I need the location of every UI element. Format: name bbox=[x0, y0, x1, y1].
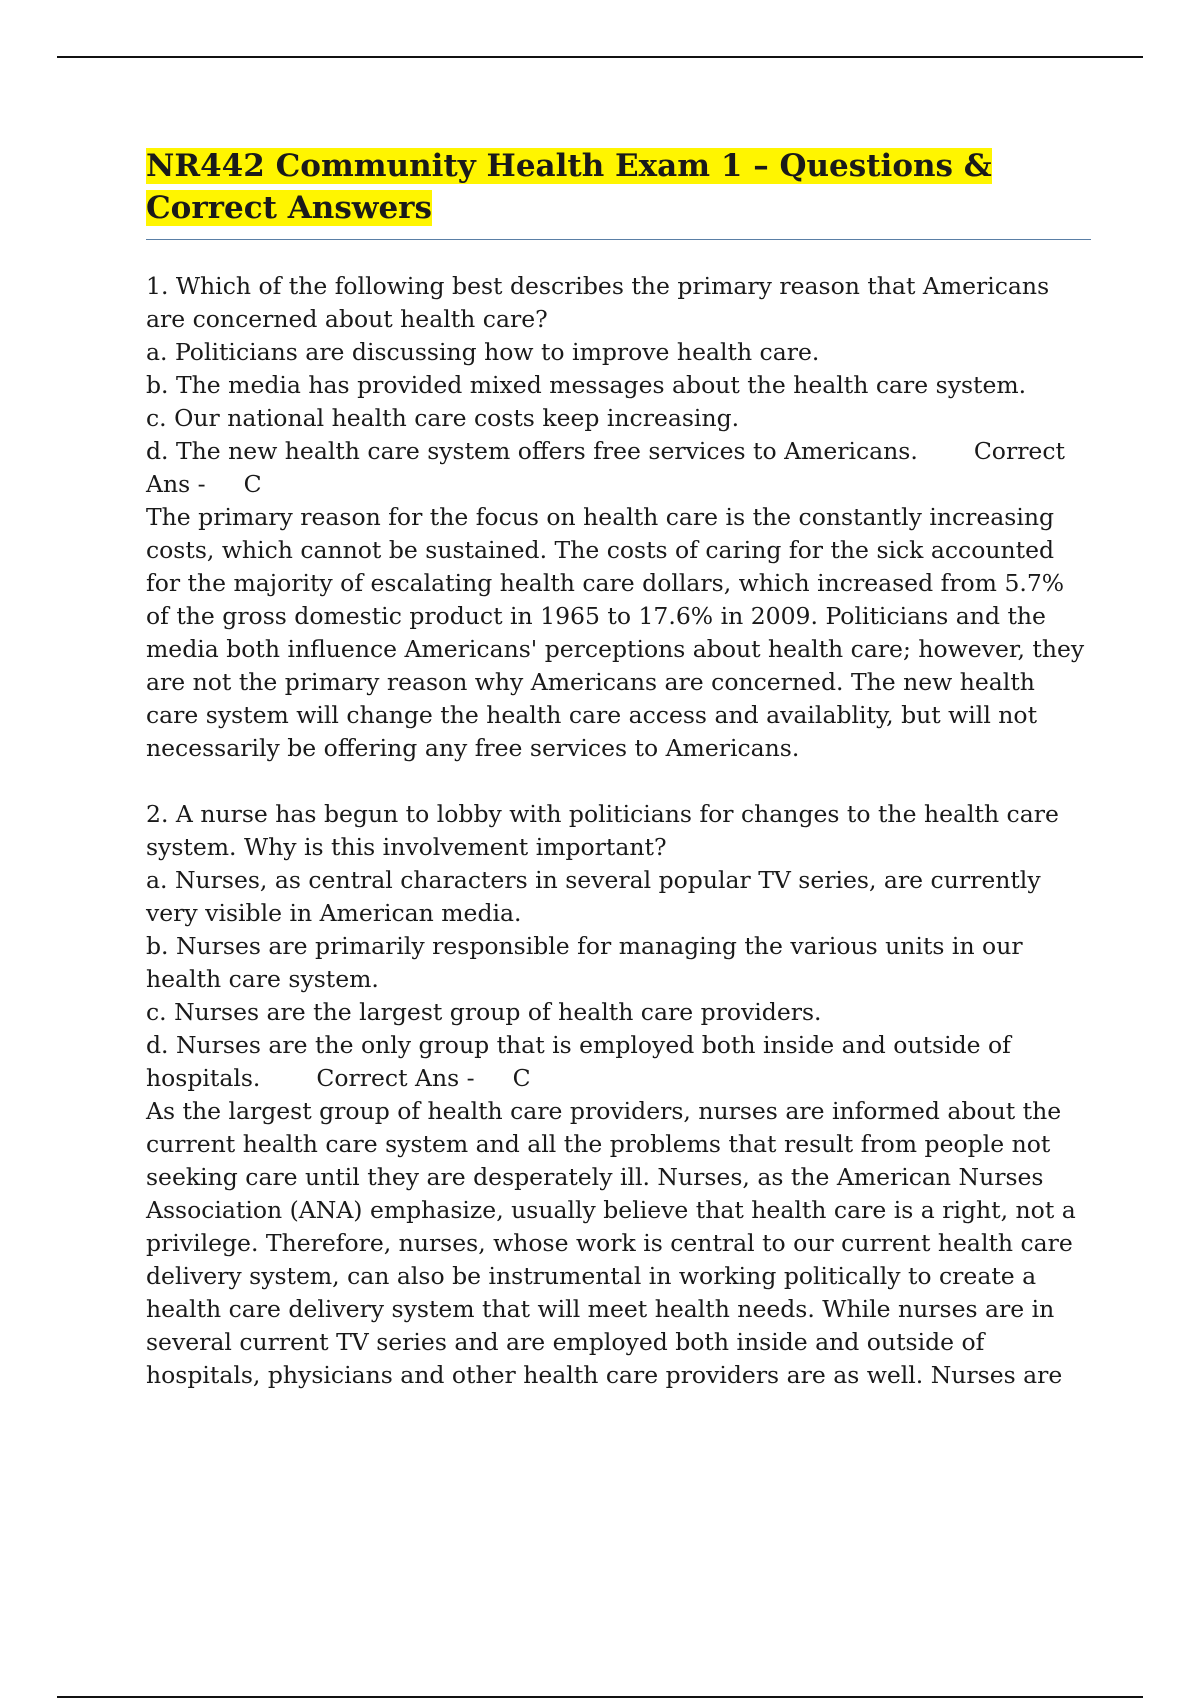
correct-answer-label: Correct Ans - bbox=[316, 1064, 475, 1092]
answer-option-with-key bbox=[146, 435, 1091, 501]
answer-option: b. Nurses are primarily responsible for managing the various units in our health care system. bbox=[146, 932, 1023, 993]
correct-answer-label: Correct Ans - bbox=[146, 437, 1065, 498]
document-title bbox=[146, 145, 1091, 229]
footer-rule bbox=[57, 1696, 1143, 1698]
rationale: As the largest group of health care providers, nurses are informed about the current health care system and all the problems that result from people not seeking care until they are desperately ill. Nurses, as the American Nurses Association (ANA) emphasize, usually believe that health care is a right, not a privilege. Therefore, nurses, whose work is central to our current health care delivery system, can also be instrumental in working politically to create a health care delivery system that will meet health needs. While nurses are in several current TV series and are employed both inside and outside of hospitals, physicians and other health care providers are as well. Nurses are bbox=[146, 1097, 1076, 1389]
title-underline bbox=[146, 239, 1091, 240]
header-rule bbox=[57, 56, 1143, 58]
answer-option: c. Nurses are the largest group of health care providers. bbox=[146, 998, 822, 1026]
question-block bbox=[146, 270, 1091, 765]
answer-option: d. The new health care system offers free services to Americans. bbox=[146, 437, 918, 465]
question-stem: 1. Which of the following best describes the primary reason that Americans are concerned about health care? bbox=[146, 272, 1050, 333]
question-block bbox=[146, 798, 1091, 1392]
title-highlight: NR442 Community Health Exam 1 – Questions & Correct Answers bbox=[146, 148, 992, 226]
answer-option: c. Our national health care costs keep increasing. bbox=[146, 404, 740, 432]
question-stem: 2. A nurse has begun to lobby with politicians for changes to the health care system. Why is this involvement important? bbox=[146, 800, 1059, 861]
answer-option: a. Nurses, as central characters in several popular TV series, are currently very visible in American media. bbox=[146, 866, 1041, 927]
answer-option-with-key bbox=[146, 1029, 1091, 1095]
answer-option: d. Nurses are the only group that is employed both inside and outside of hospitals. bbox=[146, 1031, 1011, 1092]
correct-answer-value: C bbox=[512, 1064, 531, 1092]
correct-answer-value: C bbox=[243, 470, 262, 498]
rationale: The primary reason for the focus on health care is the constantly increasing costs, which cannot be sustained. The costs of caring for the sick accounted for the majority of escalating health care dollars, which increased from 5.7% of the gross domestic product in 1965 to 17.6% in 2009. Politicians and the media both influence Americans' perceptions about health care; however, they are not the primary reason why Americans are concerned. The new health care system will change the health care access and availablity, but will not necessarily be offering any free services to Americans. bbox=[146, 503, 1085, 762]
answer-option: b. The media has provided mixed messages about the health care system. bbox=[146, 371, 1027, 399]
answer-option: a. Politicians are discussing how to improve health care. bbox=[146, 338, 820, 366]
document-body bbox=[146, 145, 1091, 1392]
